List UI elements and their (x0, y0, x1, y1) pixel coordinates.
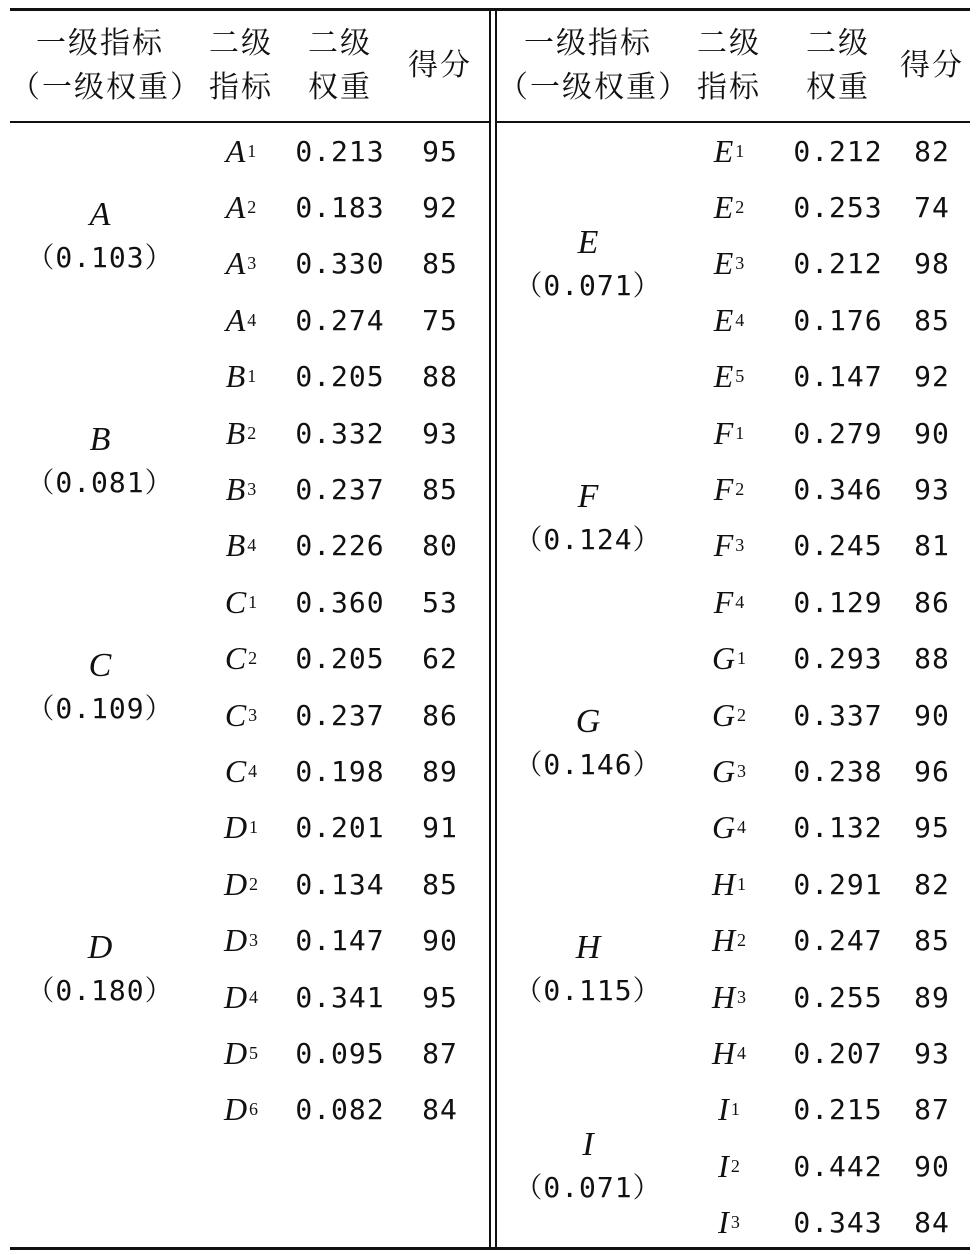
primary-indicator-weight: （0.180） (26, 973, 174, 1007)
header-weight-level-label: 二级 (308, 26, 372, 61)
center-divider-line-2 (495, 8, 497, 1250)
indicator-subscript: 3 (737, 986, 747, 1007)
indicator-letter: F (713, 414, 734, 451)
secondary-indicator (196, 1025, 286, 1081)
secondary-weight: 0.291 (793, 867, 883, 901)
indicator-subscript: 2 (730, 1155, 740, 1176)
indicator-subscript: 1 (249, 817, 259, 838)
primary-indicator-group (10, 123, 190, 349)
indicator-letter: D (223, 978, 248, 1015)
indicator-subscript: 5 (249, 1042, 259, 1063)
header-weight-label: 权重 (308, 70, 372, 105)
indicator-subscript: 1 (247, 366, 257, 387)
indicator-subscript: 2 (735, 196, 745, 217)
secondary-indicator (684, 800, 774, 856)
indicator-letter: G (711, 752, 736, 789)
header-level1-weight-label: （一级权重） (498, 70, 690, 105)
score: 90 (914, 416, 950, 450)
secondary-indicator (196, 856, 286, 912)
indicator-subscript: 1 (737, 873, 747, 894)
indicator-letter: H (711, 865, 736, 902)
right-header-level1 (498, 22, 690, 110)
indicator-subscript: 4 (735, 591, 745, 612)
left-header-level2 (196, 22, 286, 110)
primary-indicator-letter: G (575, 703, 601, 741)
secondary-weight: 0.337 (793, 698, 883, 732)
secondary-indicator (684, 1082, 774, 1138)
primary-indicator-letter: H (575, 928, 601, 966)
secondary-indicator (684, 913, 774, 969)
score: 86 (422, 698, 458, 732)
secondary-indicator (684, 1138, 774, 1194)
secondary-indicator (684, 405, 774, 461)
indicator-subscript: 4 (248, 760, 258, 781)
indicator-letter: H (711, 978, 736, 1015)
indicator-letter: D (223, 865, 248, 902)
score: 85 (422, 472, 458, 506)
primary-indicator-letter: F (577, 477, 599, 515)
secondary-indicator (684, 1025, 774, 1081)
secondary-weight: 0.201 (295, 811, 385, 845)
indicator-letter: E (713, 245, 734, 282)
indicator-letter: F (713, 527, 734, 564)
secondary-indicator (684, 743, 774, 799)
primary-indicator-weight: （0.081） (26, 466, 174, 500)
indicator-subscript: 3 (249, 930, 259, 951)
primary-indicator-group (498, 631, 678, 857)
indicator-letter: A (225, 188, 246, 225)
score: 82 (914, 134, 950, 168)
secondary-weight: 0.245 (793, 529, 883, 563)
header-level1-label: 一级指标 (524, 26, 652, 61)
score: 95 (422, 980, 458, 1014)
secondary-indicator (684, 969, 774, 1025)
secondary-weight: 0.212 (793, 247, 883, 281)
score: 88 (422, 360, 458, 394)
primary-indicator-group (498, 405, 678, 631)
indicator-letter: D (223, 922, 248, 959)
score: 96 (914, 754, 950, 788)
indicator-letter: G (711, 809, 736, 846)
indicator-subscript: 2 (247, 422, 257, 443)
indicator-letter: D (223, 1091, 248, 1128)
secondary-weight: 0.238 (793, 754, 883, 788)
secondary-weight: 0.205 (295, 642, 385, 676)
secondary-indicator (196, 236, 286, 292)
secondary-weight: 0.274 (295, 303, 385, 337)
left-header-weight (290, 22, 390, 110)
indicator-subscript: 1 (247, 140, 257, 161)
indicator-letter: A (225, 245, 246, 282)
indicator-subscript: 4 (737, 817, 747, 838)
secondary-weight: 0.237 (295, 698, 385, 732)
score: 85 (422, 867, 458, 901)
secondary-indicator (684, 349, 774, 405)
primary-indicator-letter: E (577, 224, 599, 261)
indicator-subscript: 2 (735, 478, 745, 499)
indicator-letter: F (713, 470, 734, 507)
header-level1-label: 一级指标 (36, 26, 164, 61)
secondary-indicator (684, 687, 774, 743)
indicator-subscript: 1 (737, 648, 747, 669)
indicator-letter: A (225, 301, 246, 338)
score: 95 (422, 134, 458, 168)
secondary-indicator (684, 292, 774, 348)
indicator-letter: E (713, 188, 734, 225)
indicator-subscript: 5 (735, 366, 745, 387)
indicator-subscript: 2 (737, 930, 747, 951)
indicator-subscript: 1 (735, 422, 745, 443)
secondary-indicator (196, 461, 286, 517)
secondary-indicator (196, 518, 286, 574)
indicator-letter: D (223, 1034, 248, 1071)
secondary-weight: 0.183 (295, 190, 385, 224)
score: 95 (914, 811, 950, 845)
secondary-weight: 0.226 (295, 529, 385, 563)
secondary-indicator (196, 123, 286, 179)
primary-indicator-weight: （0.071） (514, 269, 662, 302)
secondary-indicator (196, 292, 286, 348)
indicator-letter: B (225, 470, 246, 507)
score: 74 (914, 190, 950, 224)
secondary-weight: 0.147 (793, 360, 883, 394)
right-header-score (894, 44, 970, 88)
secondary-indicator (196, 687, 286, 743)
indicator-subscript: 3 (735, 253, 745, 274)
indicator-letter: H (711, 922, 736, 959)
primary-indicator-weight: （0.115） (514, 973, 662, 1007)
secondary-indicator (684, 461, 774, 517)
primary-indicator-weight: （0.124） (514, 522, 662, 556)
secondary-indicator (196, 913, 286, 969)
header-weight-label: 权重 (806, 70, 870, 105)
indicator-letter: E (713, 301, 734, 338)
header-level2-indicator-label: 指标 (209, 70, 273, 105)
secondary-weight: 0.207 (793, 1036, 883, 1070)
secondary-weight: 0.279 (793, 416, 883, 450)
indicator-letter: I (718, 1091, 729, 1128)
score: 84 (914, 1206, 950, 1240)
primary-indicator-weight: （0.103） (26, 240, 174, 274)
score: 81 (914, 529, 950, 563)
primary-indicator-group (498, 856, 678, 1082)
indicator-letter: F (713, 583, 734, 620)
secondary-indicator (196, 349, 286, 405)
primary-indicator-group (498, 123, 678, 405)
primary-indicator-letter: D (87, 928, 113, 966)
indicator-subscript: 3 (730, 1212, 740, 1233)
indicator-subscript: 3 (737, 760, 747, 781)
secondary-indicator (684, 856, 774, 912)
primary-indicator-letter: I (582, 1126, 594, 1164)
secondary-weight: 0.293 (793, 642, 883, 676)
secondary-weight: 0.237 (295, 472, 385, 506)
right-header-level2 (684, 22, 774, 110)
indicator-subscript: 1 (248, 591, 258, 612)
secondary-indicator (684, 123, 774, 179)
secondary-weight: 0.247 (793, 924, 883, 958)
secondary-indicator (196, 1082, 286, 1138)
indicator-subscript: 2 (737, 704, 747, 725)
secondary-indicator (684, 236, 774, 292)
score: 75 (422, 303, 458, 337)
score: 92 (422, 190, 458, 224)
secondary-indicator (684, 574, 774, 630)
score: 85 (914, 303, 950, 337)
indicator-subscript: 4 (249, 986, 259, 1007)
secondary-indicator (196, 405, 286, 461)
secondary-weight: 0.253 (793, 190, 883, 224)
header-level1-weight-label: （一级权重） (10, 70, 202, 105)
secondary-weight: 0.129 (793, 585, 883, 619)
indicator-subscript: 4 (247, 535, 257, 556)
score: 85 (422, 247, 458, 281)
score: 90 (914, 1149, 950, 1183)
score: 87 (914, 1093, 950, 1127)
primary-indicator-letter: A (89, 195, 111, 233)
indicator-letter: A (225, 132, 246, 169)
indicator-letter: B (225, 527, 246, 564)
header-level2-label: 二级 (697, 26, 761, 61)
right-header-weight (788, 22, 888, 110)
indicator-subscript: 4 (737, 1042, 747, 1063)
indicator-subscript: 6 (249, 1099, 259, 1120)
center-divider-line-1 (489, 8, 491, 1250)
indicator-letter: I (718, 1147, 729, 1184)
primary-indicator-weight: （0.109） (26, 691, 174, 725)
indicator-subscript: 2 (247, 196, 257, 217)
header-score-label: 得分 (900, 48, 964, 83)
secondary-weight: 0.442 (793, 1149, 883, 1183)
indicator-letter: B (225, 414, 246, 451)
indicator-subscript: 4 (247, 309, 257, 330)
primary-indicator-group (10, 349, 190, 575)
header-weight-level-label: 二级 (806, 26, 870, 61)
indicator-subscript: 1 (735, 140, 745, 161)
score: 93 (914, 472, 950, 506)
score: 90 (914, 698, 950, 732)
indicator-letter: E (713, 132, 734, 169)
indicator-subscript: 4 (735, 309, 745, 330)
secondary-weight: 0.213 (295, 134, 385, 168)
header-level2-label: 二级 (209, 26, 273, 61)
primary-indicator-group (10, 574, 190, 800)
secondary-weight: 0.346 (793, 472, 883, 506)
score: 84 (422, 1093, 458, 1127)
secondary-indicator (196, 800, 286, 856)
secondary-weight: 0.176 (793, 303, 883, 337)
indicator-letter: I (718, 1204, 729, 1241)
secondary-weight: 0.255 (793, 980, 883, 1014)
secondary-weight: 0.147 (295, 924, 385, 958)
indicator-letter: C (224, 583, 247, 620)
score: 91 (422, 811, 458, 845)
secondary-weight: 0.082 (295, 1093, 385, 1127)
secondary-indicator (196, 969, 286, 1025)
score: 86 (914, 585, 950, 619)
indicator-subscript: 1 (730, 1099, 740, 1120)
score: 85 (914, 924, 950, 958)
secondary-indicator (684, 179, 774, 235)
indicator-subscript: 3 (248, 704, 258, 725)
score: 88 (914, 642, 950, 676)
secondary-indicator (684, 518, 774, 574)
secondary-weight: 0.332 (295, 416, 385, 450)
score: 93 (422, 416, 458, 450)
secondary-weight: 0.212 (793, 134, 883, 168)
indicator-letter: G (711, 696, 736, 733)
secondary-weight: 0.343 (793, 1206, 883, 1240)
secondary-weight: 0.198 (295, 754, 385, 788)
secondary-weight: 0.330 (295, 247, 385, 281)
indicator-subscript: 3 (735, 535, 745, 556)
score: 93 (914, 1036, 950, 1070)
primary-indicator-group (10, 800, 190, 1138)
indicator-letter: D (223, 809, 248, 846)
indicator-letter: B (225, 358, 246, 395)
secondary-indicator (196, 743, 286, 799)
secondary-weight: 0.134 (295, 867, 385, 901)
header-level2-indicator-label: 指标 (697, 70, 761, 105)
score: 82 (914, 867, 950, 901)
header-score-label: 得分 (408, 48, 472, 83)
secondary-indicator (196, 574, 286, 630)
secondary-weight: 0.341 (295, 980, 385, 1014)
primary-indicator-weight: （0.071） (514, 1171, 662, 1205)
secondary-weight: 0.132 (793, 811, 883, 845)
indicator-letter: C (224, 752, 247, 789)
secondary-indicator (196, 179, 286, 235)
primary-indicator-group (498, 1082, 678, 1251)
primary-indicator-weight: （0.146） (514, 748, 662, 782)
secondary-weight: 0.205 (295, 360, 385, 394)
indicator-letter: C (224, 696, 247, 733)
secondary-indicator (684, 631, 774, 687)
left-header-score (400, 44, 480, 88)
secondary-weight: 0.215 (793, 1093, 883, 1127)
score: 80 (422, 529, 458, 563)
secondary-weight: 0.360 (295, 585, 385, 619)
primary-indicator-letter: B (89, 421, 111, 459)
secondary-weight: 0.095 (295, 1036, 385, 1070)
score: 87 (422, 1036, 458, 1070)
score: 98 (914, 247, 950, 281)
indicator-subscript: 2 (249, 873, 259, 894)
indicator-subscript: 3 (247, 253, 257, 274)
secondary-indicator (196, 631, 286, 687)
score: 89 (422, 754, 458, 788)
secondary-indicator (684, 1195, 774, 1251)
indicator-letter: C (224, 640, 247, 677)
indicator-subscript: 2 (248, 648, 258, 669)
indicator-letter: E (713, 358, 734, 395)
indicator-letter: G (711, 640, 736, 677)
left-header-level1 (10, 22, 202, 110)
score: 89 (914, 980, 950, 1014)
score: 53 (422, 585, 458, 619)
score: 62 (422, 642, 458, 676)
score: 90 (422, 924, 458, 958)
primary-indicator-letter: C (88, 646, 112, 684)
indicator-letter: H (711, 1034, 736, 1071)
indicator-subscript: 3 (247, 478, 257, 499)
score: 92 (914, 360, 950, 394)
